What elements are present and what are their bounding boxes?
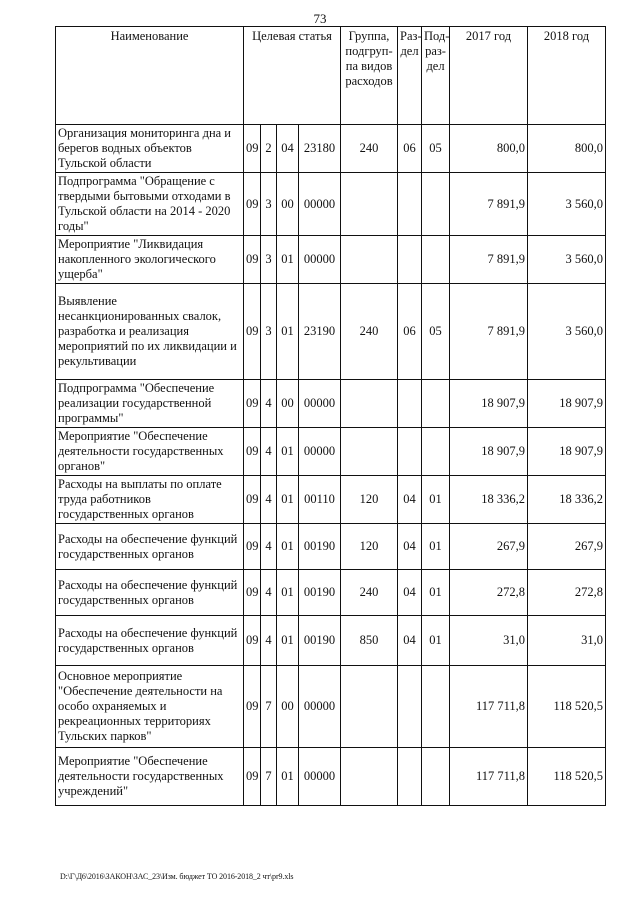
cell-name: Мероприятие "Ликвидация накопленного экологического ущерба"	[56, 236, 244, 284]
header-target-article: Целевая статья	[244, 27, 341, 125]
cell-group: 850	[341, 616, 398, 666]
cell-name: Расходы на обеспечение функций государственных органов	[56, 524, 244, 570]
header-section: Раз-дел	[398, 27, 422, 125]
footer-file-path: D:\Г\Д6\2016\ЗАКОН\ЗАС_23\Изм. бюджет ТО 2016-2018_2 чт\pr9.xls	[60, 872, 294, 881]
cell-program: 09	[244, 570, 261, 616]
cell-event: 00	[277, 380, 299, 428]
cell-2017: 267,9	[450, 524, 528, 570]
cell-section: 06	[398, 125, 422, 173]
cell-subprogram: 4	[261, 616, 277, 666]
cell-event: 00	[277, 173, 299, 236]
cell-name: Мероприятие "Обеспечение деятельности государственных учреждений"	[56, 748, 244, 806]
cell-section	[398, 236, 422, 284]
cell-direction: 00000	[299, 748, 341, 806]
cell-subsection	[422, 748, 450, 806]
table-row	[56, 428, 606, 476]
cell-event: 00	[277, 666, 299, 748]
header-year-2017: 2017 год	[450, 27, 528, 125]
table-row	[56, 173, 606, 236]
cell-event: 01	[277, 284, 299, 380]
cell-2018: 800,0	[528, 125, 606, 173]
cell-2018: 118 520,5	[528, 748, 606, 806]
cell-name: Расходы на обеспечение функций государственных органов	[56, 616, 244, 666]
cell-subprogram: 3	[261, 173, 277, 236]
cell-direction: 00000	[299, 173, 341, 236]
cell-direction: 00190	[299, 616, 341, 666]
cell-name: Организация мониторинга дна и берегов водных объектов Тульской области	[56, 125, 244, 173]
cell-group: 120	[341, 476, 398, 524]
cell-2017: 800,0	[450, 125, 528, 173]
cell-group: 240	[341, 125, 398, 173]
table-header-row	[56, 27, 606, 125]
cell-subprogram: 4	[261, 476, 277, 524]
cell-group	[341, 173, 398, 236]
cell-subprogram: 4	[261, 570, 277, 616]
cell-group: 120	[341, 524, 398, 570]
budget-table	[55, 26, 606, 806]
cell-direction: 00190	[299, 570, 341, 616]
cell-group	[341, 748, 398, 806]
cell-2017: 7 891,9	[450, 284, 528, 380]
cell-2017: 7 891,9	[450, 236, 528, 284]
cell-section: 04	[398, 616, 422, 666]
cell-2017: 18 907,9	[450, 428, 528, 476]
cell-event: 01	[277, 428, 299, 476]
cell-direction: 23180	[299, 125, 341, 173]
cell-subsection: 01	[422, 524, 450, 570]
cell-direction: 23190	[299, 284, 341, 380]
cell-2017: 117 711,8	[450, 666, 528, 748]
cell-section	[398, 748, 422, 806]
cell-2018: 272,8	[528, 570, 606, 616]
cell-2018: 3 560,0	[528, 173, 606, 236]
table-row	[56, 236, 606, 284]
cell-subprogram: 2	[261, 125, 277, 173]
cell-event: 01	[277, 476, 299, 524]
cell-group	[341, 428, 398, 476]
header-name: Наименование	[56, 27, 244, 125]
cell-section: 04	[398, 524, 422, 570]
cell-subsection: 01	[422, 616, 450, 666]
cell-section	[398, 173, 422, 236]
cell-program: 09	[244, 284, 261, 380]
cell-2017: 117 711,8	[450, 748, 528, 806]
table-row	[56, 570, 606, 616]
cell-name: Расходы на обеспечение функций государственных органов	[56, 570, 244, 616]
cell-group: 240	[341, 570, 398, 616]
cell-group	[341, 236, 398, 284]
cell-group	[341, 380, 398, 428]
cell-section	[398, 380, 422, 428]
cell-2018: 31,0	[528, 616, 606, 666]
cell-program: 09	[244, 173, 261, 236]
cell-event: 01	[277, 570, 299, 616]
cell-direction: 00000	[299, 380, 341, 428]
cell-name: Основное мероприятие "Обеспечение деятельности на особо охраняемых и рекреационных территориях Тульских парков"	[56, 666, 244, 748]
cell-2017: 18 907,9	[450, 380, 528, 428]
cell-program: 09	[244, 616, 261, 666]
cell-subprogram: 4	[261, 380, 277, 428]
cell-2017: 272,8	[450, 570, 528, 616]
table-row	[56, 284, 606, 380]
cell-subprogram: 4	[261, 428, 277, 476]
cell-section: 04	[398, 570, 422, 616]
cell-direction: 00190	[299, 524, 341, 570]
cell-2018: 267,9	[528, 524, 606, 570]
cell-event: 01	[277, 616, 299, 666]
cell-program: 09	[244, 428, 261, 476]
cell-name: Мероприятие "Обеспечение деятельности государственных органов"	[56, 428, 244, 476]
table-body	[56, 125, 606, 806]
cell-program: 09	[244, 666, 261, 748]
cell-subsection: 01	[422, 476, 450, 524]
table-row	[56, 666, 606, 748]
cell-2018: 18 907,9	[528, 428, 606, 476]
cell-subprogram: 4	[261, 524, 277, 570]
cell-2017: 18 336,2	[450, 476, 528, 524]
cell-section: 04	[398, 476, 422, 524]
page-number: 73	[313, 11, 327, 26]
header-subsection: Под-раз-дел	[422, 27, 450, 125]
cell-subsection	[422, 666, 450, 748]
cell-subprogram: 7	[261, 748, 277, 806]
cell-subprogram: 3	[261, 236, 277, 284]
cell-subsection	[422, 380, 450, 428]
cell-section: 06	[398, 284, 422, 380]
cell-2018: 3 560,0	[528, 284, 606, 380]
cell-2017: 31,0	[450, 616, 528, 666]
cell-subsection	[422, 428, 450, 476]
table-row	[56, 125, 606, 173]
header-year-2018: 2018 год	[528, 27, 606, 125]
cell-2018: 118 520,5	[528, 666, 606, 748]
cell-name: Подпрограмма "Обращение с твердыми бытовыми отходами в Тульской области на 2014 - 2020 годы"	[56, 173, 244, 236]
cell-subsection	[422, 236, 450, 284]
cell-subsection: 01	[422, 570, 450, 616]
cell-group: 240	[341, 284, 398, 380]
cell-subprogram: 3	[261, 284, 277, 380]
cell-direction: 00110	[299, 476, 341, 524]
cell-2018: 18 336,2	[528, 476, 606, 524]
table-row	[56, 380, 606, 428]
cell-event: 01	[277, 236, 299, 284]
cell-program: 09	[244, 476, 261, 524]
cell-program: 09	[244, 125, 261, 173]
cell-2018: 18 907,9	[528, 380, 606, 428]
cell-program: 09	[244, 236, 261, 284]
cell-subsection: 05	[422, 125, 450, 173]
cell-event: 04	[277, 125, 299, 173]
cell-program: 09	[244, 748, 261, 806]
table-row	[56, 748, 606, 806]
table-row	[56, 476, 606, 524]
cell-2017: 7 891,9	[450, 173, 528, 236]
cell-direction: 00000	[299, 428, 341, 476]
cell-subsection	[422, 173, 450, 236]
cell-program: 09	[244, 380, 261, 428]
cell-2018: 3 560,0	[528, 236, 606, 284]
header-group: Группа, подгруп-па видов расходов	[341, 27, 398, 125]
cell-program: 09	[244, 524, 261, 570]
cell-section	[398, 428, 422, 476]
cell-direction: 00000	[299, 236, 341, 284]
cell-subprogram: 7	[261, 666, 277, 748]
cell-group	[341, 666, 398, 748]
cell-name: Подпрограмма "Обеспечение реализации государственной программы"	[56, 380, 244, 428]
cell-direction: 00000	[299, 666, 341, 748]
table-row	[56, 616, 606, 666]
cell-event: 01	[277, 524, 299, 570]
cell-name: Выявление несанкционированных свалок, разработка и реализация мероприятий по их ликвидации и рекультивации	[56, 284, 244, 380]
cell-event: 01	[277, 748, 299, 806]
cell-name: Расходы на выплаты по оплате труда работников государственных органов	[56, 476, 244, 524]
cell-subsection: 05	[422, 284, 450, 380]
cell-section	[398, 666, 422, 748]
table-row	[56, 524, 606, 570]
